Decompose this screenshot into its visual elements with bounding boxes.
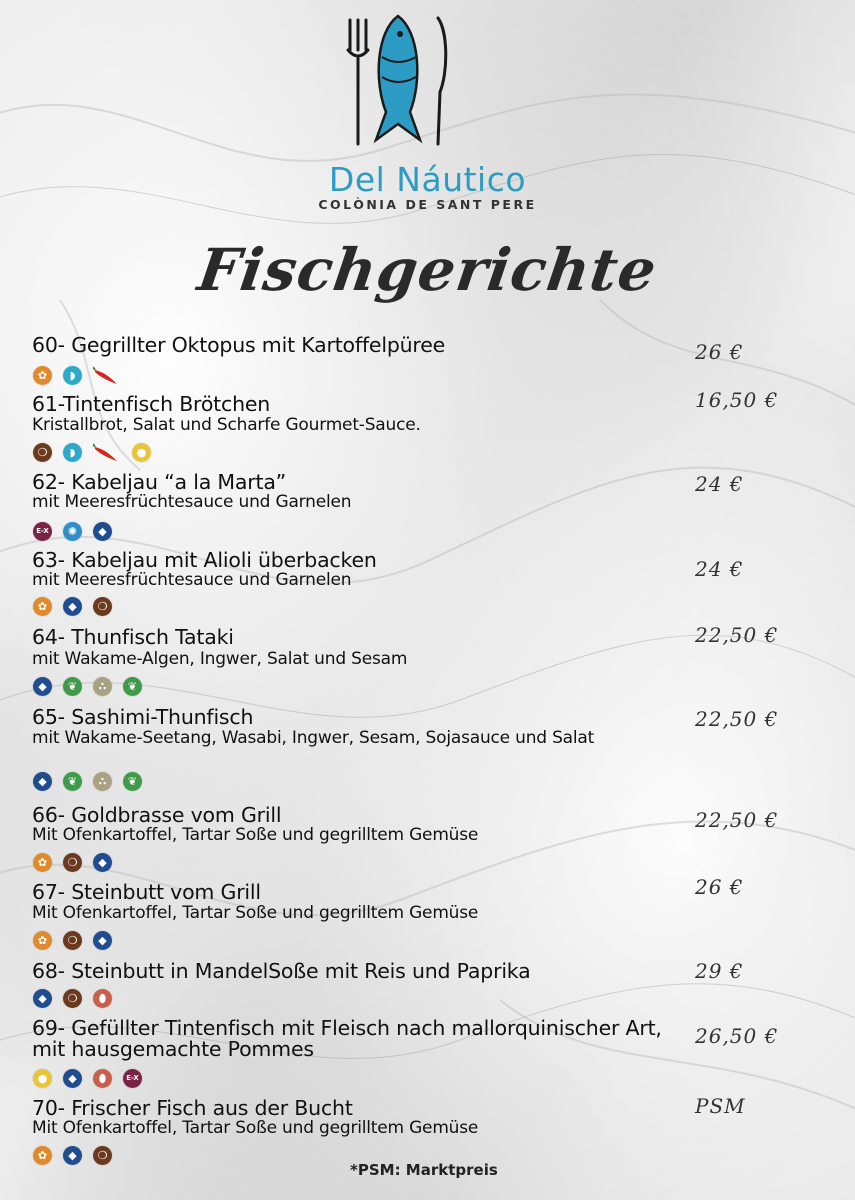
celery-icon: ❦ — [63, 772, 82, 791]
fish-icon: ◆ — [93, 853, 112, 872]
menu-item-title: 60- Gegrillter Oktopus mit Kartoffelpüree — [32, 333, 446, 357]
menu-item-description: mit Meeresfrüchtesauce und Garnelen — [32, 570, 352, 590]
mollusc-icon: ◗ — [63, 443, 82, 462]
fish-icon: ◆ — [93, 522, 112, 541]
menu-item-title: 70- Frischer Fisch aus der Bucht — [32, 1096, 353, 1120]
gluten-icon: ✿ — [33, 597, 52, 616]
menu-item-price: 22,50 € — [695, 707, 779, 731]
menu-item-description: Mit Ofenkartoffel, Tartar Soße und gegrilltem Gemüse — [32, 825, 479, 845]
menu-item-title: 62- Kabeljau “a la Marta” — [32, 470, 287, 494]
restaurant-logo — [330, 12, 510, 152]
milk-icon: ❍ — [63, 853, 82, 872]
menu-item-title: 65- Sashimi-Thunfisch — [32, 705, 254, 729]
menu-item-price: 22,50 € — [695, 623, 779, 647]
brand-location: COLÒNIA DE SANT PERE — [318, 197, 537, 212]
menu-item-title: 67- Steinbutt vom Grill — [32, 880, 261, 904]
fish-icon: ◆ — [63, 597, 82, 616]
nuts-icon: ⬮ — [93, 1069, 112, 1088]
milk-icon: ❍ — [63, 989, 82, 1008]
menu-item-price: 24 € — [695, 557, 744, 581]
milk-icon: ❍ — [93, 1146, 112, 1165]
menu-item-price: 22,50 € — [695, 808, 779, 832]
menu-item-title: 69- Gefüllter Tintenfisch mit Fleisch nach mallorquinischer Art, mit hausgemachte Pommes — [32, 1016, 662, 1061]
menu-item-description: Mit Ofenkartoffel, Tartar Soße und gegrilltem Gemüse — [32, 903, 479, 923]
menu-item-price: 29 € — [695, 959, 744, 983]
chili-icon — [93, 366, 121, 385]
mollusc-icon: ◗ — [63, 366, 82, 385]
menu-item-description: mit Meeresfrüchtesauce und Garnelen — [32, 492, 352, 512]
fish-icon: ◆ — [93, 931, 112, 950]
allergen-icons — [33, 931, 112, 953]
menu-item-description: mit Wakame-Seetang, Wasabi, Ingwer, Sesam, Sojasauce und Salat — [32, 728, 595, 748]
nuts-icon: ⬮ — [93, 989, 112, 1008]
allergen-icons — [33, 853, 112, 875]
chili-icon — [93, 443, 121, 462]
menu-item-price: 26 € — [695, 875, 744, 899]
allergen-icons — [33, 989, 112, 1011]
menu-item-title: 68- Steinbutt in MandelSoße mit Reis und Paprika — [32, 959, 531, 983]
brand-name: Del Náutico — [328, 160, 527, 199]
gluten-icon: ✿ — [33, 1146, 52, 1165]
milk-icon: ❍ — [33, 443, 52, 462]
gluten-icon: ✿ — [33, 853, 52, 872]
allergen-icons — [33, 1069, 142, 1091]
sesame-icon: ∴ — [93, 677, 112, 696]
menu-item-title: 61-Tintenfisch Brötchen — [32, 392, 271, 416]
fish-icon: ◆ — [63, 1069, 82, 1088]
menu-item-title: 66- Goldbrasse vom Grill — [32, 803, 282, 827]
gluten-icon: ✿ — [33, 931, 52, 950]
menu-item-description: mit Wakame-Algen, Ingwer, Salat und Sesam — [32, 649, 408, 669]
fish-icon: ◆ — [33, 989, 52, 1008]
allergen-icons — [33, 366, 121, 388]
milk-icon: ❍ — [93, 597, 112, 616]
menu-item-price: 26,50 € — [695, 1024, 779, 1048]
allergen-icons — [33, 1146, 112, 1168]
fish-icon: ◆ — [33, 772, 52, 791]
menu-item-price: 24 € — [695, 472, 744, 496]
section-title: Fischgerichte — [193, 236, 662, 304]
menu-item-price: 16,50 € — [695, 388, 779, 412]
sesame-icon: ∴ — [93, 772, 112, 791]
sulphite-icon: E-X — [123, 1069, 142, 1088]
allergen-icons — [33, 677, 142, 699]
allergen-icons — [33, 597, 112, 619]
fish-icon: ◆ — [63, 1146, 82, 1165]
menu-item-price: PSM — [695, 1094, 746, 1118]
egg-icon: ● — [33, 1069, 52, 1088]
celery-icon: ❦ — [123, 677, 142, 696]
footnote: *PSM: Marktpreis — [350, 1161, 498, 1179]
menu-item-description: Mit Ofenkartoffel, Tartar Soße und gegrilltem Gemüse — [32, 1118, 479, 1138]
menu-item-title: 64- Thunfisch Tataki — [32, 625, 234, 649]
crustacean-icon: ✺ — [63, 522, 82, 541]
menu-item-description: Kristallbrot, Salat und Scharfe Gourmet-Sauce. — [32, 415, 421, 435]
allergen-icons — [33, 522, 112, 544]
egg-icon: ● — [132, 443, 151, 462]
celery-icon: ❦ — [63, 677, 82, 696]
milk-icon: ❍ — [63, 931, 82, 950]
sulphite-icon: E-X — [33, 522, 52, 541]
allergen-icons — [33, 443, 151, 465]
allergen-icons — [33, 772, 142, 794]
celery-icon: ❦ — [123, 772, 142, 791]
gluten-icon: ✿ — [33, 366, 52, 385]
menu-item-title: 63- Kabeljau mit Alioli überbacken — [32, 548, 377, 572]
menu-item-price: 26 € — [695, 340, 744, 364]
fish-icon: ◆ — [33, 677, 52, 696]
